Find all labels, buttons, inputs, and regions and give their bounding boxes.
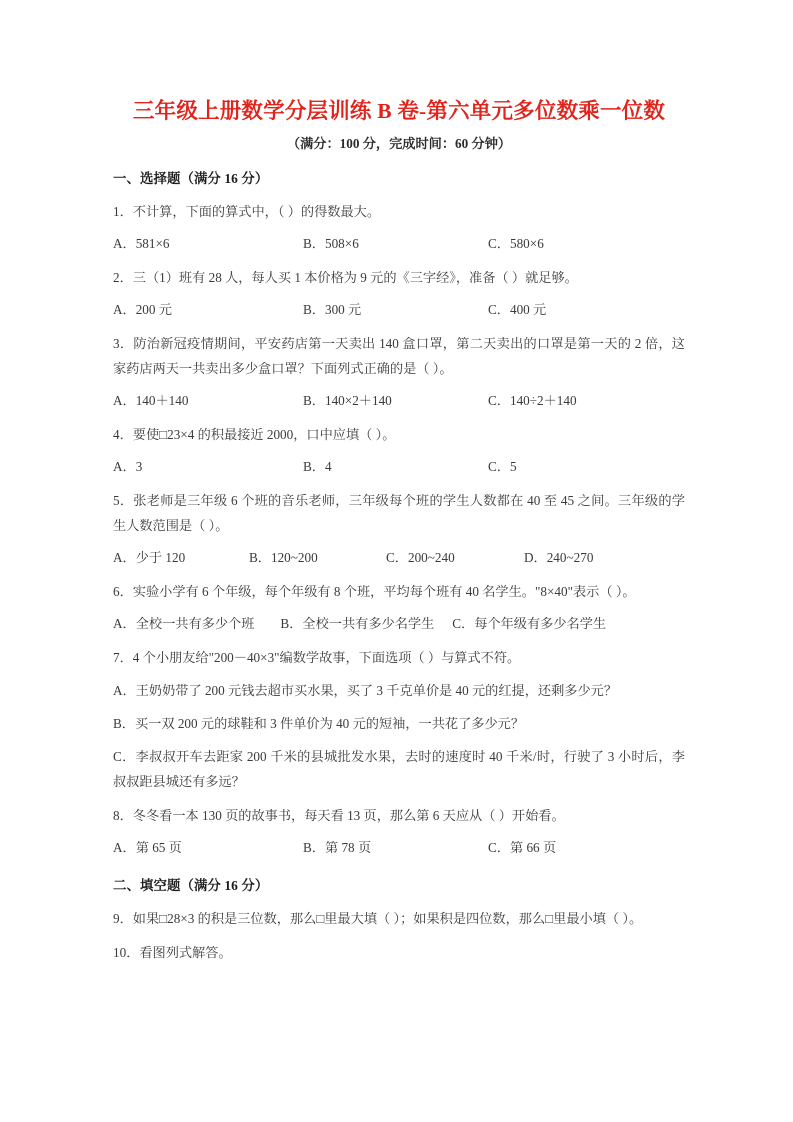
question-8-option-b[interactable]: B．第 78 页: [303, 840, 372, 855]
question-3-option-a[interactable]: A．140＋140: [113, 393, 189, 408]
question-4-text: 4．要使□23×4 的积最接近 2000，口中应填（ ）。: [113, 427, 396, 442]
question-4-option-a[interactable]: A．3: [113, 459, 143, 474]
question-6-option-b[interactable]: B．全校一共有多少名学生: [280, 616, 435, 631]
section-heading-fill-blank: 二、填空题（满分 16 分）: [113, 878, 269, 893]
question-4-options: [113, 447, 685, 479]
question-7-option-a[interactable]: A．王奶奶带了 200 元钱去超市买水果，买了 3 千克单价是 40 元的红提，还剩多少元？: [113, 683, 618, 698]
question-2-option-c[interactable]: C．400 元: [488, 302, 547, 317]
question-8-option-a[interactable]: A．第 65 页: [113, 840, 182, 855]
question-2-option-a[interactable]: A．200 元: [113, 302, 172, 317]
question-5-option-c[interactable]: C．200~240: [386, 550, 455, 565]
question-3-options: [113, 381, 685, 413]
question-6-option-c[interactable]: C．每个年级有多少名学生: [452, 616, 607, 631]
question-1-text: 1．不计算，下面的算式中，（ ）的得数最大。: [113, 204, 381, 219]
question-6-text: 6．实验小学有 6 个年级，每个年级有 8 个班，平均每个班有 40 名学生。"8×40"表示（ ）。: [113, 584, 636, 599]
question-8-options: [113, 828, 685, 860]
question-2-text: 2．三（1）班有 28 人，每人买 1 本价格为 9 元的《三字经》，准备（ ）就足够。: [113, 270, 578, 285]
question-8-text: 8．冬冬看一本 130 页的故事书，每天看 13 页，那么第 6 天应从（ ）开始看。: [113, 808, 565, 823]
page-title: 三年级上册数学分层训练 B 卷-第六单元多位数乘一位数: [132, 99, 666, 123]
question-3-option-b[interactable]: B．140×2＋140: [303, 393, 392, 408]
question-10-text: 10．看图列式解答。: [113, 945, 232, 960]
question-7-text: 7．4 个小朋友给"200－40×3"编数学故事，下面选项（ ）与算式不符。: [113, 650, 521, 665]
question-2-option-b[interactable]: B．300 元: [303, 302, 362, 317]
question-7-option-b[interactable]: B．买一双 200 元的球鞋和 3 件单价为 40 元的短袖，一共花了多少元？: [113, 716, 525, 731]
page-content: [113, 0, 685, 965]
question-3-text: 3．防治新冠疫情期间，平安药店第一天卖出 140 盒口罩，第二天卖出的口罩是第一天的 2 倍，这家药店两天一共卖出多少盒口罩？下面列式正确的是（ ）。: [113, 336, 685, 376]
question-1-option-b[interactable]: B．508×6: [303, 236, 359, 251]
question-5-option-a[interactable]: A．少于 120: [113, 550, 186, 565]
question-1-option-a[interactable]: A．581×6: [113, 236, 170, 251]
question-4-option-b[interactable]: B．4: [303, 459, 332, 474]
question-5-text: 5．张老师是三年级 6 个班的音乐老师，三年级每个班的学生人数都在 40 至 45 之间。三年级的学生人数范围是（ ）。: [113, 493, 685, 533]
page-subtitle: （满分：100 分，完成时间：60 分钟）: [286, 136, 512, 151]
question-4-option-c[interactable]: C．5: [488, 459, 517, 474]
question-5-option-d[interactable]: D．240~270: [524, 550, 594, 565]
question-9-text: 9．如果□28×3 的积是三位数，那么□里最大填（ ）；如果积是四位数，那么□里最小填（ ）。: [113, 911, 643, 926]
question-6-option-a[interactable]: A．全校一共有多少个班: [113, 616, 255, 631]
question-1-option-c[interactable]: C．580×6: [488, 236, 544, 251]
question-8-option-c[interactable]: C．第 66 页: [488, 840, 557, 855]
question-1-options: [113, 224, 685, 256]
question-5-option-b[interactable]: B．120~200: [249, 550, 318, 565]
section-heading-choice: 一、选择题（满分 16 分）: [113, 171, 269, 186]
question-5-options: [113, 538, 685, 570]
question-2-options: [113, 290, 685, 322]
question-3-option-c[interactable]: C．140÷2＋140: [488, 393, 577, 408]
question-7-option-c[interactable]: C．李叔叔开车去距家 200 千米的县城批发水果，去时的速度时 40 千米/时，行驶了 3 小时后，李叔叔距县城还有多远？: [113, 749, 685, 789]
question-6-options: [113, 604, 685, 636]
